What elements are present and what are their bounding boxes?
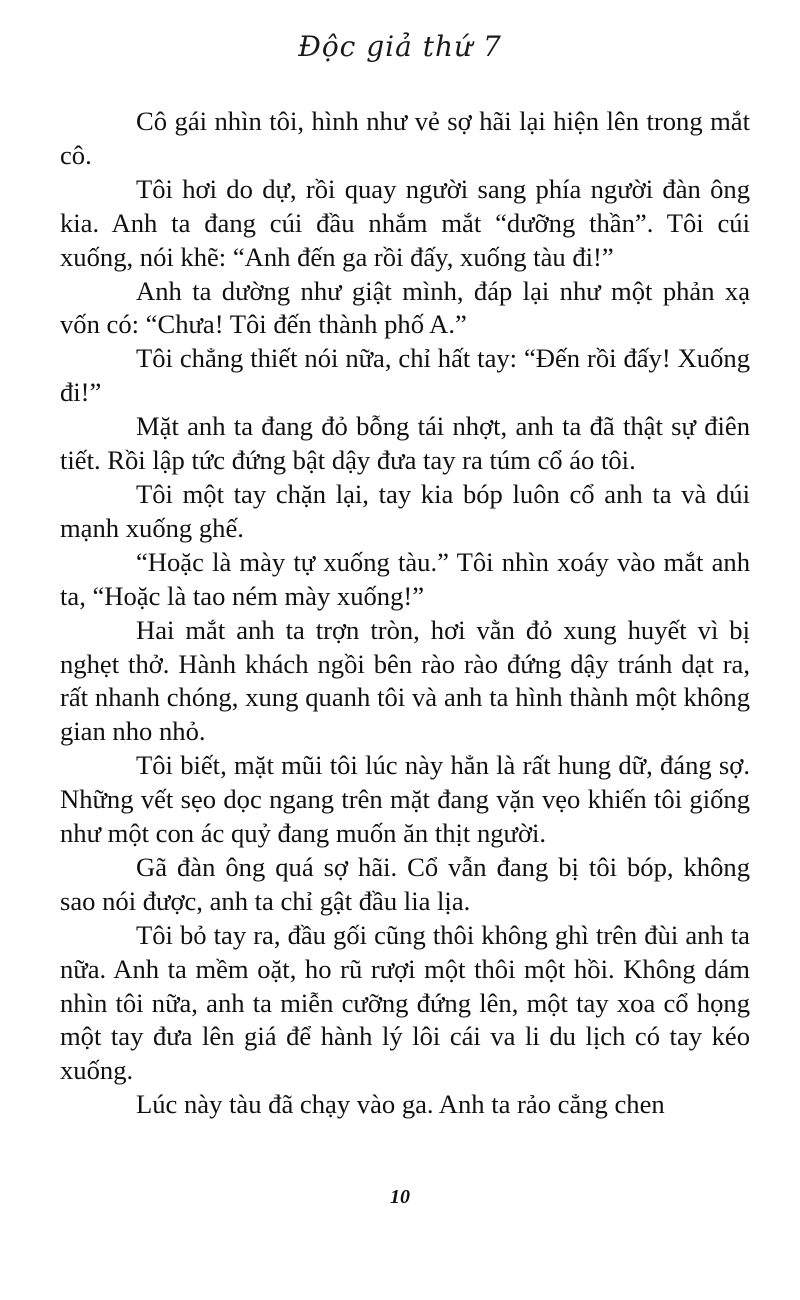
paragraph: Tôi một tay chặn lại, tay kia bóp luôn cổ anh ta và dúi mạnh xuống ghế. — [60, 478, 750, 543]
paragraph: Gã đàn ông quá sợ hãi. Cổ vẫn đang bị tôi bóp, không sao nói được, anh ta chỉ gật đầu lia lịa. — [60, 851, 750, 916]
paragraph: Hai mắt anh ta trợn tròn, hơi vằn đỏ xung huyết vì bị nghẹt thở. Hành khách ngồi bên rào rào đứng dậy tránh dạt ra, rất nhanh chóng, xung quanh tôi và anh ta hình thành một không gian nho nhỏ. — [60, 614, 750, 747]
paragraph: Tôi chẳng thiết nói nữa, chỉ hất tay: “Đến rồi đấy! Xuống đi!” — [60, 343, 750, 408]
paragraph: Tôi hơi do dự, rồi quay người sang phía người đàn ông kia. Anh ta đang cúi đầu nhắm mắt “dưỡng thần”. Tôi cúi xuống, nói khẽ: “Anh đến ga rồi đấy, xuống tàu đi!” — [60, 173, 750, 272]
paragraph: Lúc này tàu đã chạy vào ga. Anh ta rảo cẳng chen — [136, 1089, 665, 1120]
paragraph: Tôi biết, mặt mũi tôi lúc này hẳn là rất hung dữ, đáng sợ. Những vết sẹo dọc ngang trên mặt đang vặn vẹo khiến tôi giống như một con ác quỷ đang muốn ăn thịt người. — [60, 750, 750, 849]
page-number: 10 — [390, 1186, 410, 1208]
paragraph: Tôi bỏ tay ra, đầu gối cũng thôi không ghì trên đùi anh ta nữa. Anh ta mềm oặt, ho rũ rượi một thôi một hồi. Không dám nhìn tôi nữa, anh ta miễn cưỡng đứng lên, một tay xoa cổ họng một tay đưa lên giá để hành lý lôi cái va li du lịch có tay kéo xuống. — [60, 919, 750, 1086]
running-head: Độc giả thứ 7 — [298, 30, 502, 63]
paragraph: Anh ta dường như giật mình, đáp lại như một phản xạ vốn có: “Chưa! Tôi đến thành phố A.” — [60, 275, 750, 340]
body-text — [60, 105, 750, 1122]
paragraph: “Hoặc là mày tự xuống tàu.” Tôi nhìn xoáy vào mắt anh ta, “Hoặc là tao ném mày xuống!” — [60, 546, 750, 611]
paragraph: Mặt anh ta đang đỏ bỗng tái nhợt, anh ta đã thật sự điên tiết. Rồi lập tức đứng bật dậy đưa tay ra túm cổ áo tôi. — [60, 411, 750, 476]
paragraph: Cô gái nhìn tôi, hình như vẻ sợ hãi lại hiện lên trong mắt cô. — [60, 106, 750, 170]
